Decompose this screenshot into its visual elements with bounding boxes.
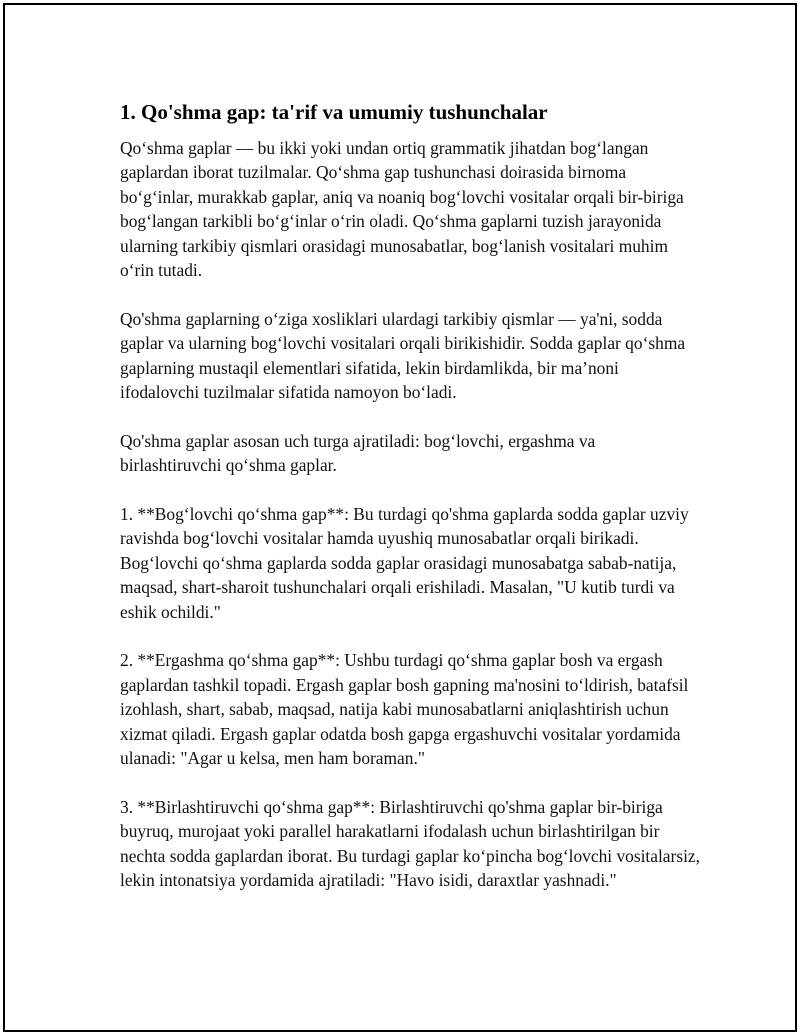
- paragraph-type-3: 3. **Birlashtiruvchi qo‘shma gap**: Birlashtiruvchi qo'shma gaplar bir-biriga buyruq, murojaat yoki parallel harakatlarni ifodalash uchun birlashtirilgan bir nechta sodda gaplardan iborat. Bu turdagi gaplar ko‘pincha bog‘lovchi vositalarsiz, lekin intonatsiya yordamida ajratiladi: "Havo isidi, daraxtlar yashnadi.": [120, 796, 700, 891]
- paragraph-definition: Qo‘shma gaplar — bu ikki yoki undan ortiq grammatik jihatdan bog‘langan gaplardan iborat tuzilmalar. Qo‘shma gap tushunchasi doirasida birnoma bo‘g‘inlar, murakkab gaplar, aniq va noaniq bog‘lovchi vositalar orqali bir-biriga bog‘langan tarkibli bo‘g‘inlar o‘rin oladi. Qo‘shma gaplarni tuzish jarayonida ularning tarkibiy qismlari orasidagi munosabatlar, bog‘lanish vositalari muhim o‘rin tutadi.: [120, 138, 684, 281]
- section-heading: 1. Qo'shma gap: ta'rif va umumiy tushunchalar: [120, 100, 548, 124]
- page-frame: [3, 3, 797, 1032]
- paragraph-type-1: 1. **Bog‘lovchi qo‘shma gap**: Bu turdagi qo'shma gaplarda sodda gaplar uzviy ravishda bog‘lovchi vositalar hamda uyushiq munosabatlar orqali birikadi. Bog‘lovchi qo‘shma gaplarda sodda gaplar orasidagi munosabatga sabab-natija, maqsad, shart-sharoit tushunchalari orqali erishiladi. Masalan, "U kutib turdi va eshik ochildi.": [120, 504, 689, 622]
- paragraph-type-2: 2. **Ergashma qo‘shma gap**: Ushbu turdagi qo‘shma gaplar bosh va ergash gaplardan tashkil topadi. Ergash gaplar bosh gapning ma'nosini to‘ldirish, batafsil izohlash, shart, sabab, maqsad, natija kabi munosabatlarni aniqlashtirish uchun xizmat qiladi. Ergash gaplar odatda bosh gapga ergashuvchi vositalar yordamida ulanadi: "Agar u kelsa, men ham boraman.": [120, 650, 689, 769]
- paragraph-features: Qo'shma gaplarning o‘ziga xosliklari ulardagi tarkibiy qismlar — ya'ni, sodda gaplar va ularning bog‘lovchi vositalari orqali birikishidir. Sodda gaplar qo‘shma gaplarning mustaqil elementlari sifatida, lekin birdamlikda, bir ma’noni ifodalovchi tuzilmalar sifatida namoyon bo‘ladi.: [120, 308, 686, 403]
- paragraph-types-intro: Qo'shma gaplar asosan uch turga ajratiladi: bog‘lovchi, ergashma va birlashtiruvchi qo‘shma gaplar.: [120, 430, 596, 476]
- document-body: [120, 99, 700, 893]
